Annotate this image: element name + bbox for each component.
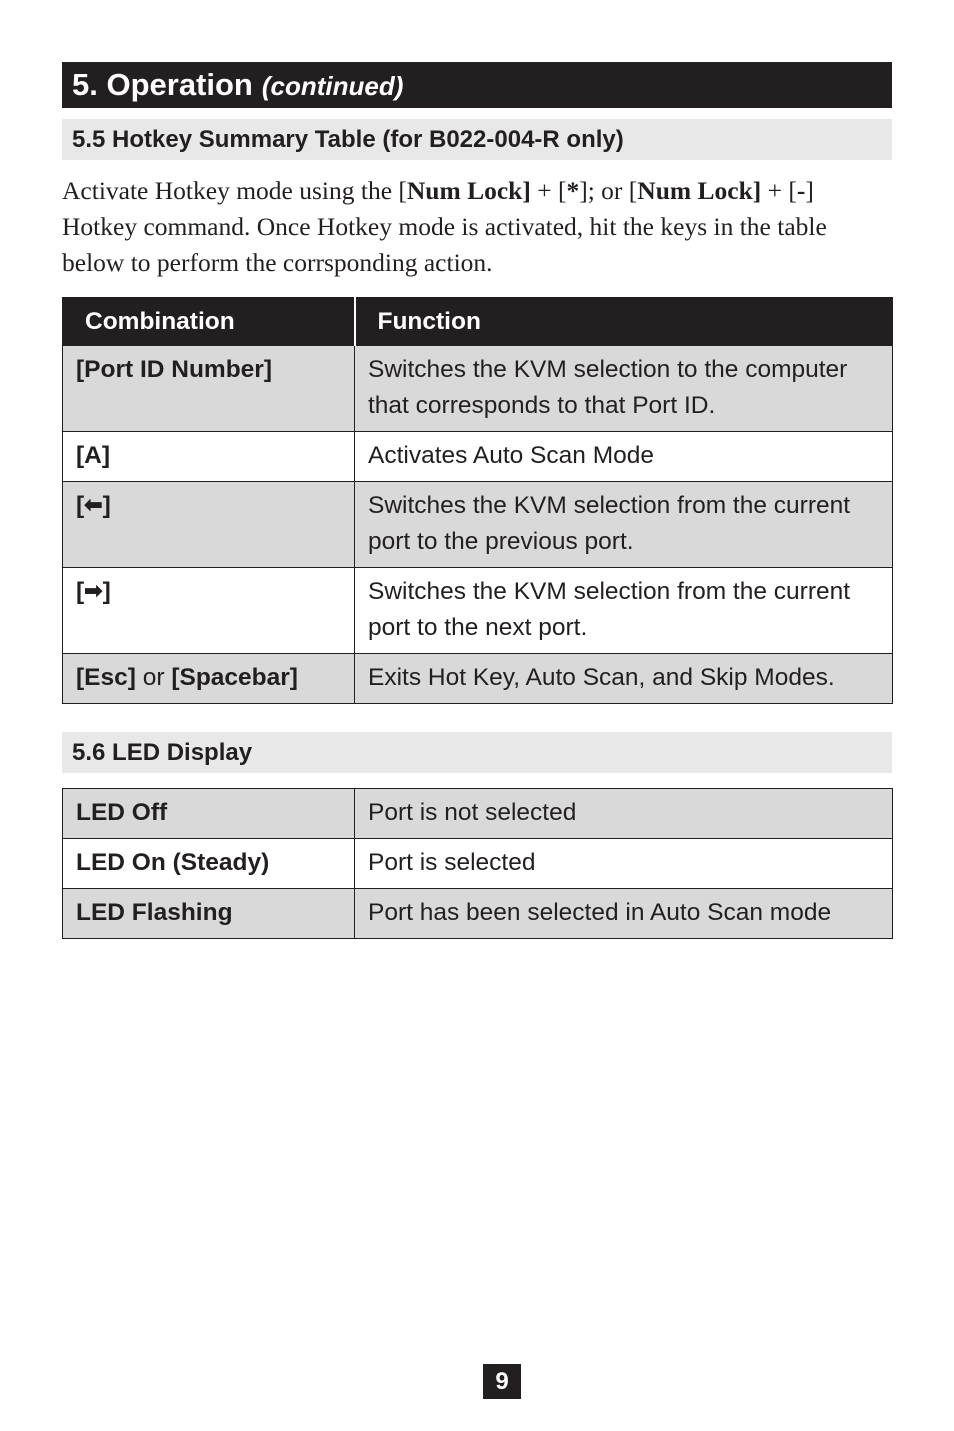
led-meaning-cell: Port has been selected in Auto Scan mode xyxy=(355,889,893,939)
chapter-title: 5. Operation xyxy=(72,67,253,102)
function-cell: Activates Auto Scan Mode xyxy=(355,432,893,482)
table-row xyxy=(63,482,893,568)
led-meaning-cell: Port is not selected xyxy=(355,789,893,839)
function-cell: Switches the KVM selection to the computer that corresponds to that Port ID. xyxy=(355,346,893,432)
section-heading-led: 5.6 LED Display xyxy=(62,732,892,773)
table-row xyxy=(63,789,893,839)
section-heading-hotkey: 5.5 Hotkey Summary Table (for B022-004-R only) xyxy=(62,119,892,160)
hotkey-intro-paragraph: Activate Hotkey mode using the [Num Lock] + [*]; or [Num Lock] + [-] Hotkey command. Once Hotkey mode is activated, hit the keys in the table below to perform the corrsponding action. xyxy=(62,176,827,277)
function-cell: Switches the KVM selection from the current port to the next port. xyxy=(355,568,893,654)
led-state-cell: LED Flashing xyxy=(63,889,355,939)
led-display-table xyxy=(62,788,893,939)
combination-cell: [Port ID Number] xyxy=(63,346,355,432)
right-arrow-icon: ➡ xyxy=(84,578,103,603)
table-row xyxy=(63,432,893,482)
table-row xyxy=(63,654,893,704)
left-arrow-icon: ⬅ xyxy=(84,492,103,517)
chapter-title-bar xyxy=(62,62,892,108)
hotkey-summary-table xyxy=(62,297,893,704)
column-header-function: Function xyxy=(355,298,893,346)
page-number: 9 xyxy=(483,1364,521,1399)
table-row xyxy=(63,839,893,889)
column-header-combination: Combination xyxy=(63,298,355,346)
combination-cell: [Esc] or [Spacebar] xyxy=(63,654,355,704)
combination-cell: [⬅] xyxy=(63,482,355,568)
table-row xyxy=(63,346,893,432)
combination-cell: [A] xyxy=(63,432,355,482)
chapter-continued: (continued) xyxy=(261,70,404,101)
led-state-cell: LED On (Steady) xyxy=(63,839,355,889)
function-cell: Exits Hot Key, Auto Scan, and Skip Modes. xyxy=(355,654,893,704)
led-meaning-cell: Port is selected xyxy=(355,839,893,889)
combination-cell: [➡] xyxy=(63,568,355,654)
led-state-cell: LED Off xyxy=(63,789,355,839)
function-cell: Switches the KVM selection from the current port to the previous port. xyxy=(355,482,893,568)
table-row xyxy=(63,568,893,654)
table-row xyxy=(63,889,893,939)
table-header-row xyxy=(63,298,893,346)
